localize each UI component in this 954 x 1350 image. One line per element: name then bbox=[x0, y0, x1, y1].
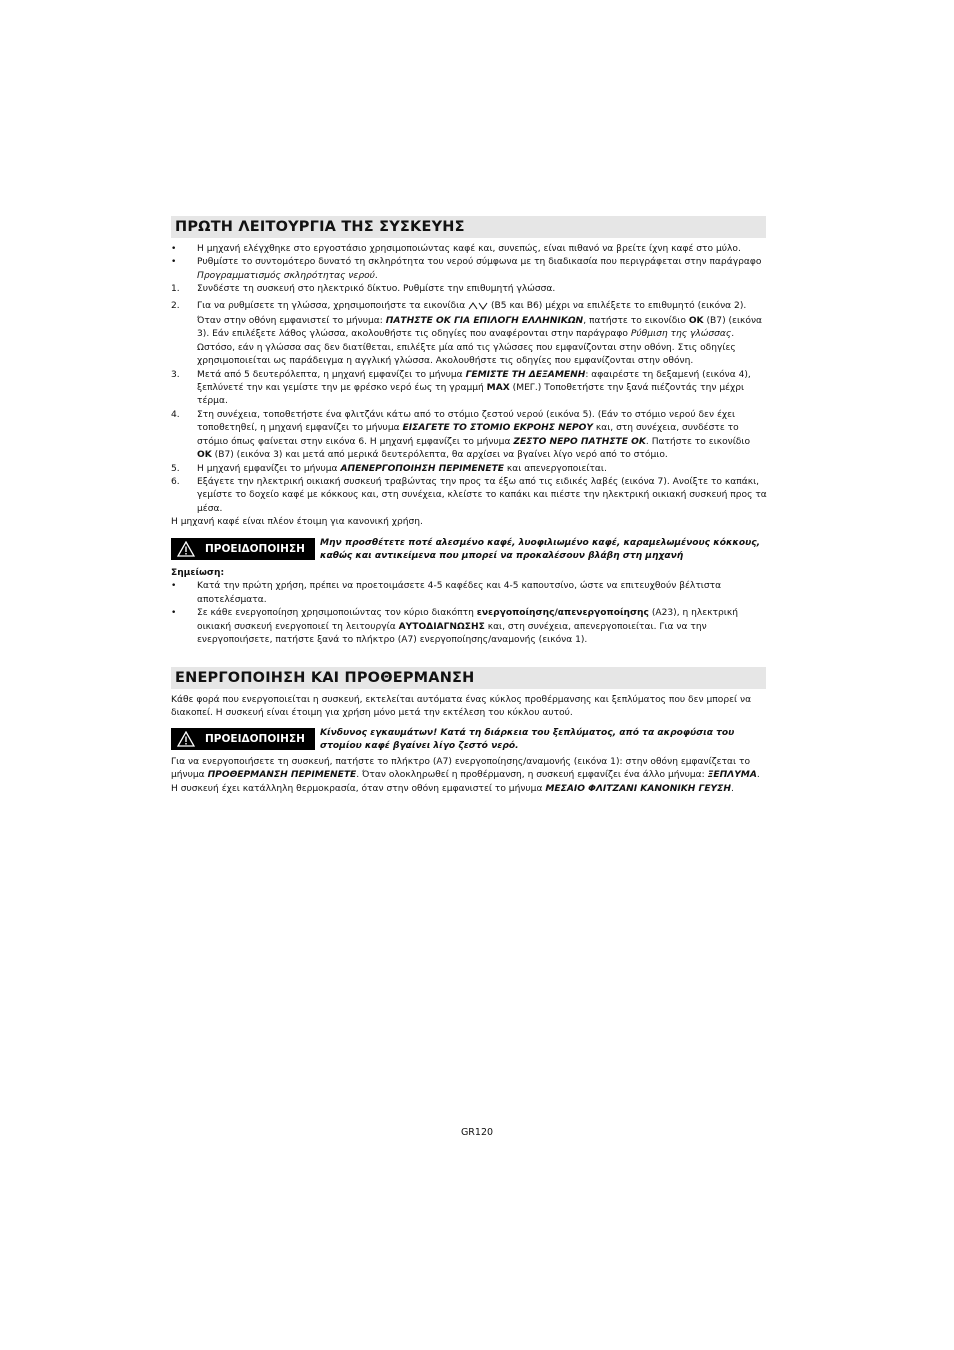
warning-text: Κίνδυνος εγκαυμάτων! Κατά τη διάρκεια του ξεπλύματος, από τα ακροφύσια του στομίου καφέ βγαίνει λίγο ζεστό νερό. bbox=[320, 728, 735, 752]
list-item bbox=[171, 607, 767, 647]
step-text: Για να ρυθμίσετε τη γλώσσα, χρησιμοποιήστε τα εικονίδια (B5 και B6) μέχρι να επιλέξετε το επιθυμητό (εικόνα 2). Όταν στην οθόνη εμφανιστεί το μήνυμα: ΠΑΤΗΣΤΕ ΟΚ ΓΙΑ ΕΠΙΛΟΓΗ ΕΛΛΗΝΙΚΩΝ, πατήστε το εικονίδιο OK (B7) (εικόνα 3). Εάν επιλέξετε λάθος γλώσσα, ακολουθήστε τις οδηγίες που αναφέρονται στην παράγραφο Ρύθμιση της γλώσσας. Ωστόσο, εάν η γλώσσα σας δεν διατίθεται, επιλέξτε μία από τις γλώσσες που εμφανίζονται στην οθόνη. Στις οδηγίες χρησιμοποιείται ως παράδειγμα η αγγλική γλώσσα. Ακολουθήστε τις οδηγίες που εμφανίζονται στην οθόνη. bbox=[197, 300, 763, 367]
step-number: 4. bbox=[171, 409, 180, 420]
step-text: Η μηχανή εμφανίζει το μήνυμα ΑΠΕΝΕΡΓΟΠΟΙΗΣΗ ΠΕΡΙΜΕΝΕΤΕ και απενεργοποιείται. bbox=[197, 463, 607, 474]
step-number: 2. bbox=[171, 300, 180, 311]
up-down-arrows-icon bbox=[468, 301, 488, 310]
step-number: 1. bbox=[171, 284, 180, 295]
note-text: Σε κάθε ενεργοποίηση χρησιμοποιώντας τον κύριο διακόπτη ενεργοποίησης/απενεργοποίησης (A23), η ηλεκτρική οικιακή συσκευή ενεργοποιεί τη λειτουργία ΑΥΤΟΔΙΑΓΝΩΣΗΣ και, στη συνέχεια, απενεργοποιείται. Για να την ενεργοποιήσετε, πατήστε ξανά το πλήκτρο (A7) ενεργοποίησης/αναμονής (εικόνα 1). bbox=[197, 608, 739, 646]
note-block bbox=[171, 567, 767, 647]
bullet: • bbox=[171, 608, 177, 619]
list-item bbox=[171, 409, 767, 463]
list-item bbox=[171, 580, 767, 607]
list-item bbox=[171, 476, 767, 516]
list-item bbox=[171, 463, 767, 476]
step-number: 6. bbox=[171, 476, 180, 487]
warning-badge bbox=[171, 538, 315, 560]
list-item bbox=[171, 300, 767, 369]
list-item bbox=[171, 256, 767, 283]
bullet: • bbox=[171, 244, 177, 254]
step-number: 5. bbox=[171, 463, 180, 474]
page-number: GR120 bbox=[460, 1127, 494, 1138]
warning-text: Μην προσθέτετε ποτέ αλεσμένο καφέ, λυοφιλιωμένο καφέ, καραμελωμένους κόκκους, καθώς και αντικείμενα που μπορεί να προκαλέσουν βλάβη στη μηχανή bbox=[320, 538, 761, 562]
bullet: • bbox=[171, 581, 177, 592]
warning-label: ΠΡΟΕΙΔΟΠΟΙΗΣΗ bbox=[205, 733, 305, 745]
section1-body bbox=[171, 243, 767, 530]
step-text: Εξάγετε την ηλεκτρική οικιακή συσκευή τραβώντας την προς τα έξω από τις ειδικές λαβές (εικόνα 7). Ανοίξτε το καπάκι, γεμίστε το δοχείο καφέ με κόκκους και, στη συνέχεια, κλείστε το καπάκι και πιέστε την ηλεκτρική οικιακή συσκευή προς τα μέσα. bbox=[197, 476, 767, 514]
step-text: Στη συνέχεια, τοποθετήστε ένα φλιτζάνι κάτω από το στόμιο ζεστού νερού (εικόνα 5). (Εάν το στόμιο νερού δεν έχει τοποθετηθεί, η μηχανή εμφανίζει το μήνυμα ΕΙΣΑΓΕΤΕ ΤΟ ΣΤΟΜΙΟ ΕΚΡΟΗΣ ΝΕΡΟΥ και, στη συνέχεια, συνδέστε το στόμιο όπως φαίνεται στην εικόνα 6. Η μηχανή εμφανίζει το μήνυμα ΖΕΣΤΟ ΝΕΡΟ ΠΑΤΗΣΤΕ ΟΚ. Πατήστε το εικονίδιο OK (B7) (εικόνα 3) και μετά από μερικά δευτερόλεπτα, θα αρχίσει να βγαίνει λίγο νερό από το στόμιο. bbox=[197, 409, 751, 461]
section-title-power-preheat: ΕΝΕΡΓΟΠΟΙΗΣΗ ΚΑΙ ΠΡΟΘΕΡΜΑΝΣΗ bbox=[171, 667, 766, 689]
step-number: 3. bbox=[171, 369, 180, 380]
warning-box bbox=[171, 538, 767, 564]
note-title: Σημείωση: bbox=[171, 568, 225, 578]
list-item bbox=[171, 243, 767, 256]
warning-box bbox=[171, 728, 767, 754]
list-item bbox=[171, 369, 767, 409]
step-text: Μετά από 5 δευτερόλεπτα, η μηχανή εμφανίζει το μήνυμα ΓΕΜΙΣΤΕ ΤΗ ΔΕΞΑΜΕΝΗ: αφαιρέστε τη δεξαμενή (εικόνα 4), ξεπλύνετέ την και γεμίστε την με φρέσκο νερό έως τη γραμμή MAX (ΜΕΓ.) Τοποθετήστε την ξανά πιέζοντάς την μέχρι τέρμα. bbox=[197, 369, 751, 407]
bullet-text: Η μηχανή ελέγχθηκε στο εργοστάσιο χρησιμοποιώντας καφέ και, συνεπώς, είναι πιθανό να βρείτε ίχνη καφέ στο μύλο. bbox=[197, 244, 741, 254]
list-item bbox=[171, 283, 767, 296]
bullet: • bbox=[171, 257, 177, 268]
warning-label: ΠΡΟΕΙΔΟΠΟΙΗΣΗ bbox=[205, 543, 305, 555]
step-text: Συνδέστε τη συσκευή στο ηλεκτρικό δίκτυο. Ρυθμίστε την επιθυμητή γλώσσα. bbox=[197, 284, 556, 295]
section2-intro: Κάθε φορά που ενεργοποιείται η συσκευή, εκτελείται αυτόματα ένας κύκλος προθέρμανσης και ξεπλύματος που δεν μπορεί να διακοπεί. Η συσκευή είναι έτοιμη για χρήση μόνο μετά την εκτέλεση του κύκλου αυτού. bbox=[171, 695, 752, 719]
note-text: Κατά την πρώτη χρήση, πρέπει να προετοιμάσετε 4-5 καφέδες και 4-5 καπουτσίνο, ώστε να επιτευχθούν βέλτιστα αποτελέσματα. bbox=[197, 581, 722, 605]
section-title-first-operation: ΠΡΩΤΗ ΛΕΙΤΟΥΡΓΙΑ ΤΗΣ ΣΥΣΚΕΥΗΣ bbox=[171, 216, 766, 238]
bullet-text: Ρυθμίστε το συντομότερο δυνατό τη σκληρότητα του νερού σύμφωνα με τη διαδικασία που περιγράφεται στην παράγραφο Προγραμματισμός σκληρότητας νερού. bbox=[197, 257, 762, 281]
warning-triangle-icon bbox=[177, 731, 195, 747]
ready-text: Η μηχανή καφέ είναι πλέον έτοιμη για κανονική χρήση. bbox=[171, 517, 423, 528]
section2-body: Για να ενεργοποιήσετε τη συσκευή, πατήστε το πλήκτρο (A7) ενεργοποίησης/αναμονής (εικόνα 1): στην οθόνη εμφανίζεται το μήνυμα ΠΡΟΘΕΡΜΑΝΣΗ ΠΕΡΙΜΕΝΕΤΕ. Όταν ολοκληρωθεί η προθέρμανση, η συσκευή εμφανίζει ένα άλλο μήνυμα: ΞΕΠΛΥΜΑ. Η συσκευή έχει κατάλληλη θερμοκρασία, όταν στην οθόνη εμφανιστεί το μήνυμα ΜΕΣΑΙΟ ΦΛΙΤΖΑΝΙ ΚΑΝΟΝΙΚΗ ΓΕΥΣΗ. bbox=[171, 757, 760, 794]
warning-badge bbox=[171, 728, 315, 750]
warning-triangle-icon bbox=[177, 541, 195, 557]
